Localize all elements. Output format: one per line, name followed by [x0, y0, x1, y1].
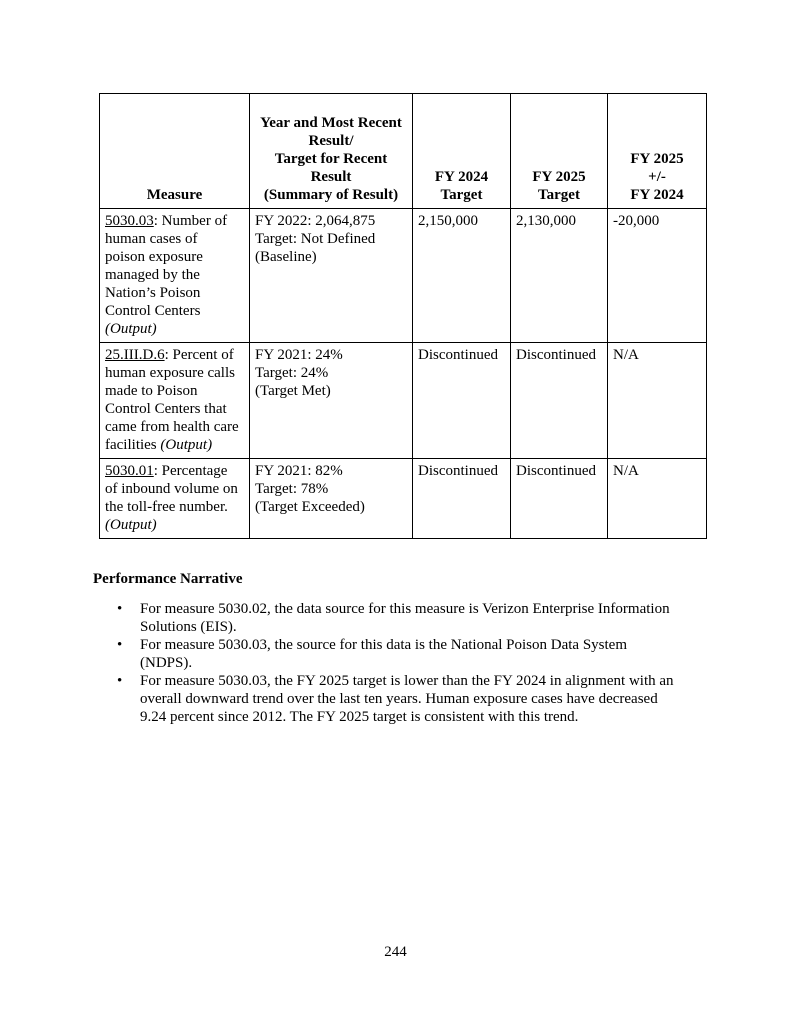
table-header-row — [100, 94, 707, 209]
measure-desc-line: came from health care — [105, 419, 239, 435]
header-fy2024 — [413, 94, 511, 209]
fy2025-target-cell: 2,130,000 — [511, 209, 608, 343]
measure-desc-line: : Number of — [153, 213, 228, 229]
header-diff-line: FY 2024 — [630, 187, 684, 203]
measure-id-link: 25.III.D.6 — [105, 347, 165, 363]
measure-desc-line: : Percentage — [153, 463, 228, 479]
header-result-line: Result/ — [308, 133, 354, 149]
page-number: 244 — [384, 944, 407, 960]
header-fy2025-line: Target — [538, 187, 580, 203]
result-cell — [250, 343, 413, 459]
bullet-line: 9.24 percent since 2012. The FY 2025 target is consistent with this trend. — [140, 709, 579, 725]
performance-table — [99, 93, 707, 539]
header-result-line: Target for Recent — [274, 151, 388, 167]
list-item — [93, 636, 703, 672]
header-diff — [608, 94, 707, 209]
table-row — [100, 343, 707, 459]
header-diff-line: FY 2025 — [630, 151, 684, 167]
result-line: FY 2022: 2,064,875 — [255, 213, 376, 229]
header-measure — [100, 94, 250, 209]
measure-desc-line: the toll-free number. — [105, 499, 228, 515]
narrative-bullet-list — [93, 600, 703, 726]
measure-desc-line: human exposure calls — [105, 365, 235, 381]
result-cell — [250, 209, 413, 343]
table-row — [100, 209, 707, 343]
fy2025-target-cell: Discontinued — [511, 459, 608, 539]
bullet-icon: • — [117, 637, 123, 653]
measure-desc-line: Control Centers — [105, 303, 201, 319]
bullet-line: For measure 5030.03, the FY 2025 target is lower than the FY 2024 in alignment with an — [140, 673, 674, 689]
fy2024-target-cell: 2,150,000 — [413, 209, 511, 343]
measure-type: (Output) — [105, 517, 157, 533]
measure-type: (Output) — [160, 437, 213, 453]
difference-cell: -20,000 — [608, 209, 707, 343]
header-result-line: Result — [310, 169, 352, 185]
result-line: (Target Exceeded) — [255, 499, 365, 515]
bullet-line: (NDPS). — [140, 655, 193, 671]
measure-desc-line: Control Centers that — [105, 401, 227, 417]
measure-desc-line: facilities — [105, 437, 161, 453]
header-fy2024-line: Target — [440, 187, 483, 203]
header-fy2025-line: FY 2025 — [532, 169, 586, 185]
result-line: FY 2021: 24% — [255, 347, 343, 363]
header-fy2024-line: FY 2024 — [434, 169, 489, 185]
fy2025-target-cell: Discontinued — [511, 343, 608, 459]
list-item — [93, 600, 703, 636]
bullet-line: For measure 5030.03, the source for this data is the National Poison Data System — [140, 637, 627, 653]
header-measure-label: Measure — [146, 187, 203, 203]
result-line: (Baseline) — [255, 249, 317, 265]
result-line: Target: 24% — [255, 365, 329, 381]
result-cell — [250, 459, 413, 539]
header-result — [250, 94, 413, 209]
header-diff-line: +/- — [648, 169, 666, 185]
difference-cell: N/A — [608, 459, 707, 539]
bullet-line: overall downward trend over the last ten years. Human exposure cases have decreased — [140, 691, 658, 707]
result-line: FY 2021: 82% — [255, 463, 343, 479]
bullet-line: For measure 5030.02, the data source for this measure is Verizon Enterprise Information — [140, 601, 670, 617]
fy2024-target-cell: Discontinued — [413, 459, 511, 539]
result-line: (Target Met) — [255, 383, 331, 399]
bullet-icon: • — [117, 601, 123, 617]
bullet-icon: • — [117, 673, 123, 689]
measure-desc-line: made to Poison — [105, 383, 198, 399]
measure-cell — [100, 459, 250, 539]
table-row — [100, 459, 707, 539]
measure-desc-line: Nation’s Poison — [105, 285, 201, 301]
difference-cell: N/A — [608, 343, 707, 459]
measure-desc-line: human cases of — [105, 231, 198, 247]
result-line: Target: 78% — [255, 481, 329, 497]
result-line: Target: Not Defined — [255, 231, 376, 247]
measure-desc-line: managed by the — [105, 267, 200, 283]
measure-id-link: 5030.01 — [105, 463, 154, 479]
measure-desc-line: poison exposure — [105, 249, 203, 265]
list-item — [93, 672, 703, 726]
measure-desc-line: : Percent of — [164, 347, 234, 363]
bullet-line: Solutions (EIS). — [140, 619, 237, 635]
measure-id-link: 5030.03 — [105, 213, 154, 229]
measure-cell — [100, 343, 250, 459]
measure-type: (Output) — [105, 321, 157, 337]
header-result-line: (Summary of Result) — [263, 187, 399, 203]
fy2024-target-cell: Discontinued — [413, 343, 511, 459]
header-fy2025 — [511, 94, 608, 209]
measure-desc-line: of inbound volume on — [105, 481, 238, 497]
header-result-line: Year and Most Recent — [260, 115, 402, 131]
measure-cell — [100, 209, 250, 343]
narrative-heading: Performance Narrative — [93, 571, 243, 587]
